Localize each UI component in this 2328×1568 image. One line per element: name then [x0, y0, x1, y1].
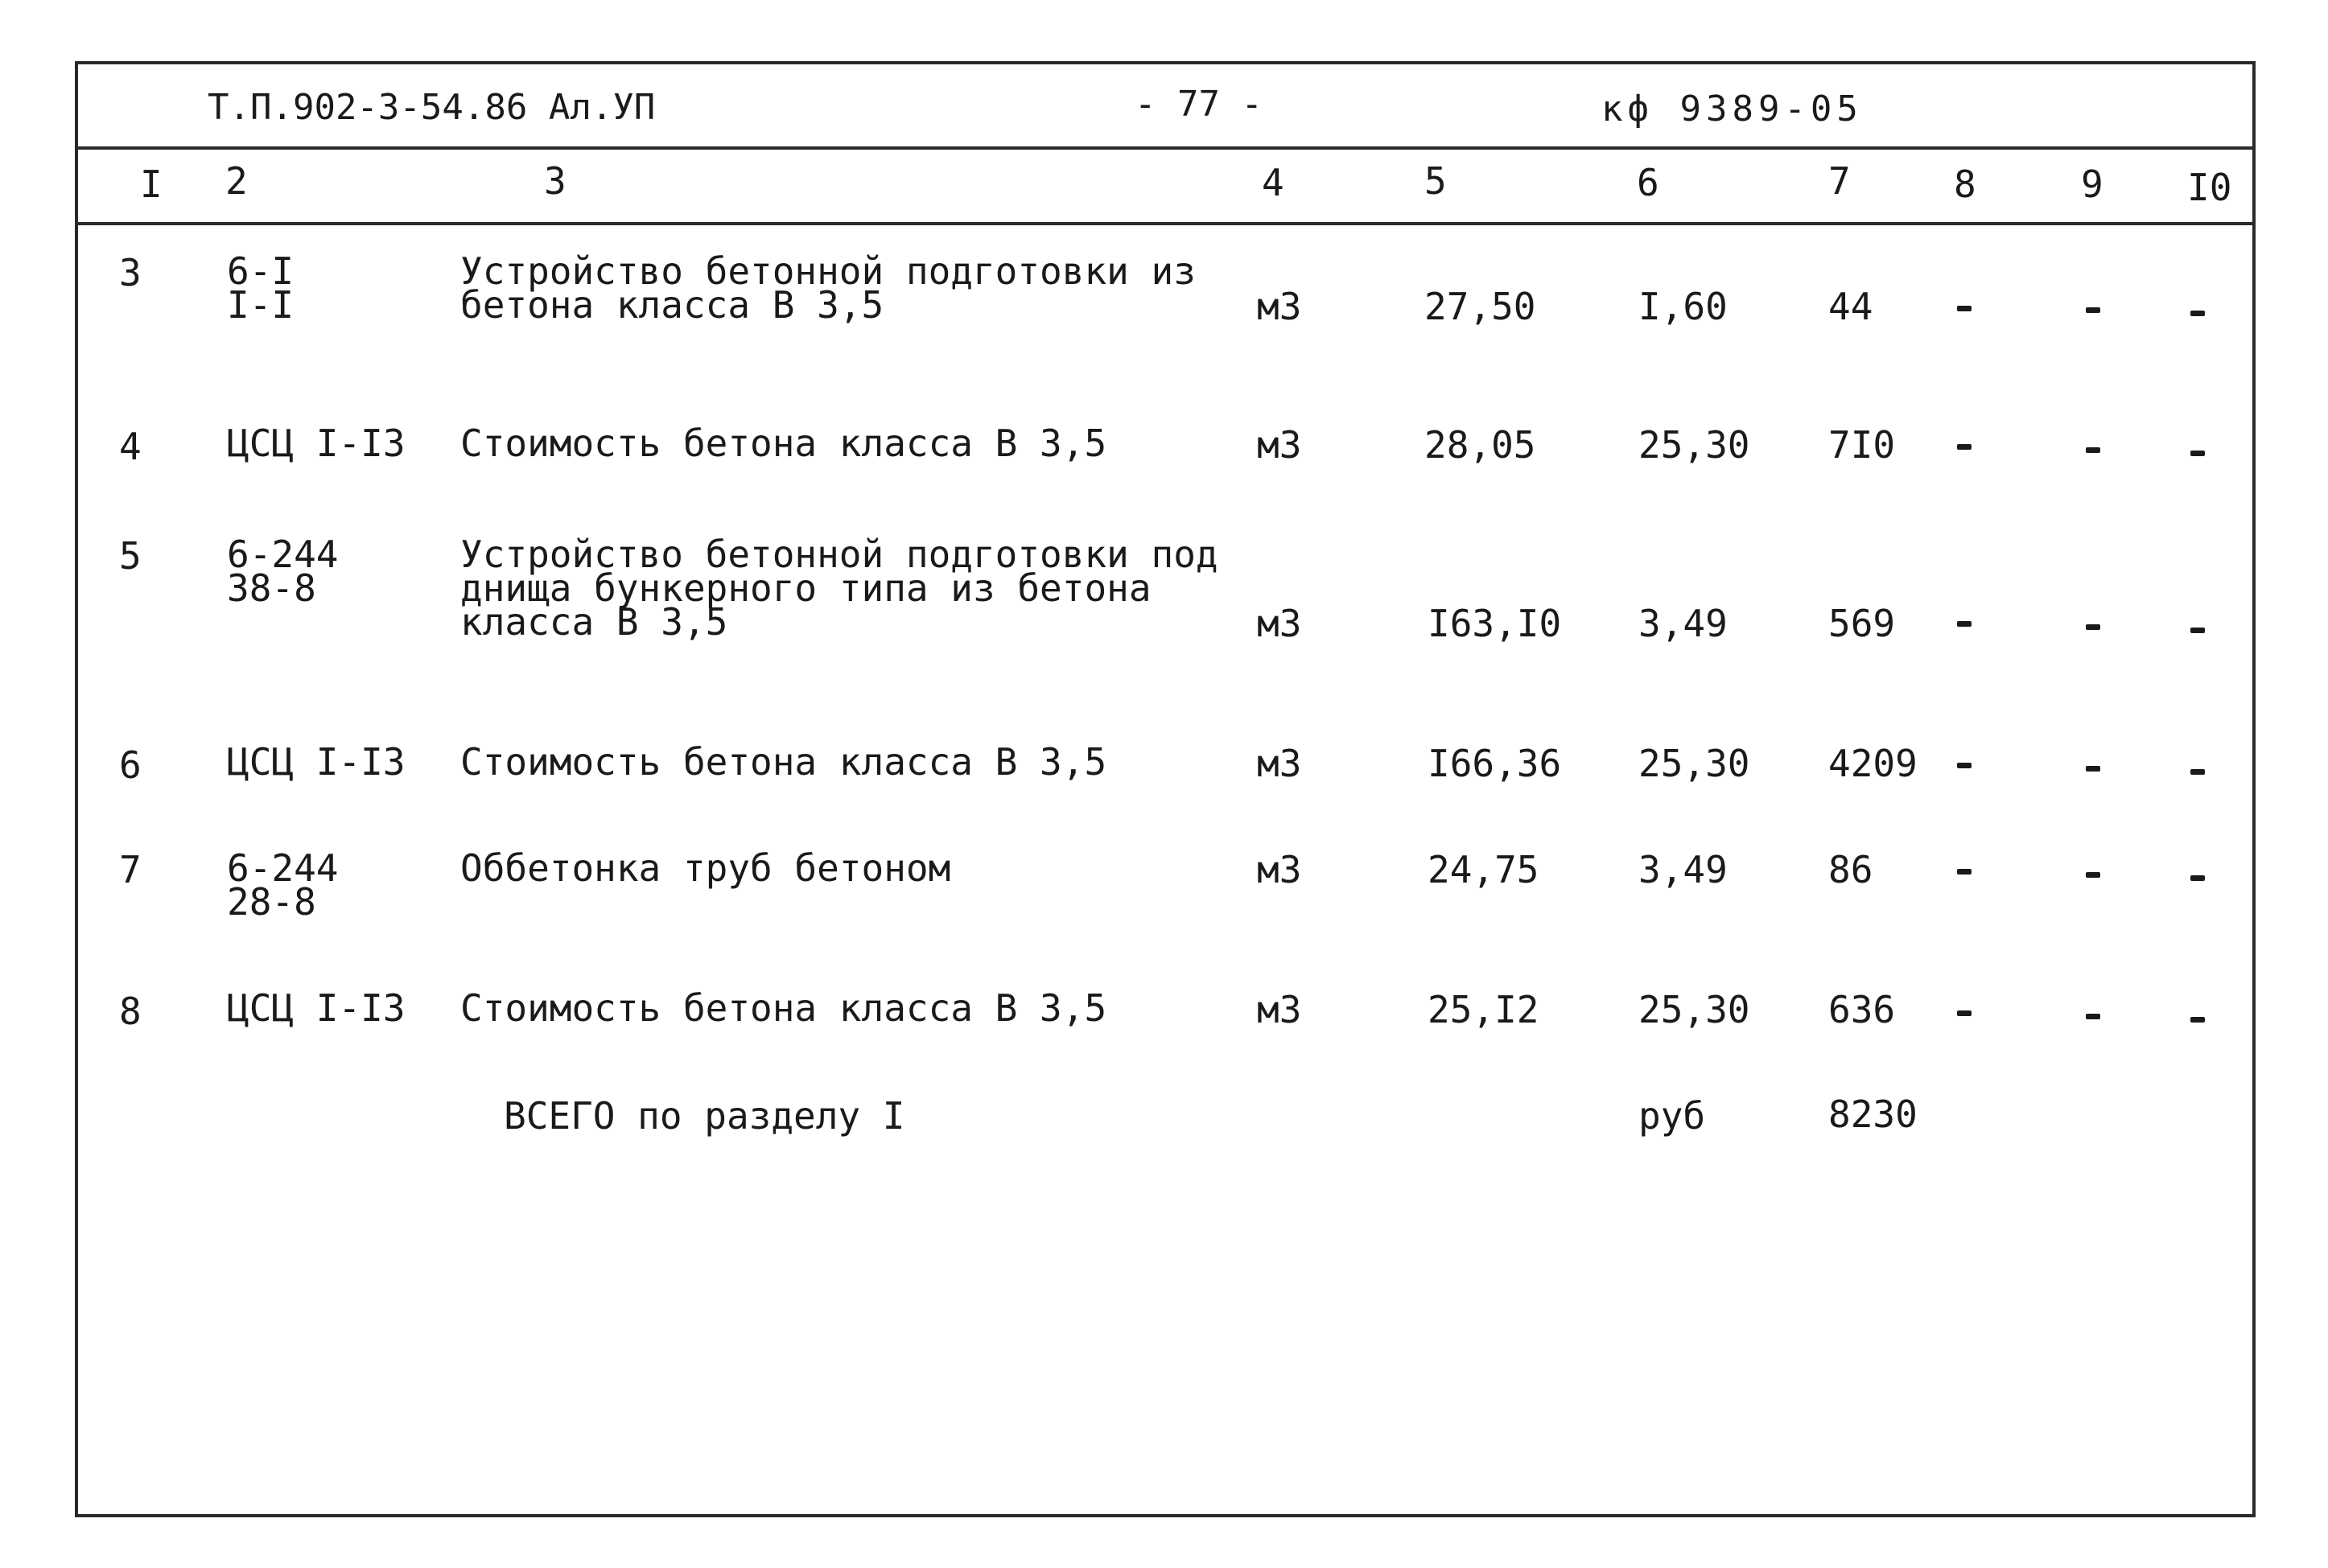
row-description: Устройство бетонной подготовки под днища бункерного типа из бетона класса В 3,5 [460, 533, 1218, 644]
row-total: 4209 [1828, 742, 1918, 785]
row-unit: м3 [1257, 285, 1302, 328]
row-unit: м3 [1257, 423, 1302, 467]
row-unit-price: 25,30 [1638, 742, 1750, 785]
row-unit: м3 [1257, 988, 1302, 1031]
row-description: Оббетонка труб бетоном [460, 846, 951, 890]
row-unit-price: 25,30 [1638, 423, 1750, 467]
row-code: 6-244 38-8 [227, 533, 339, 610]
row-quantity: I63,I0 [1428, 602, 1562, 645]
row-col8-dash [1957, 1010, 1972, 1016]
row-code: ЦСЦ I-I3 [227, 740, 406, 784]
row-code: ЦСЦ I-I3 [227, 986, 406, 1030]
row-total: 636 [1828, 988, 1896, 1031]
row-total: 7I0 [1828, 423, 1896, 467]
document-code: кф 9389-05 [1601, 88, 1863, 130]
row-code: 6-244 28-8 [227, 846, 339, 924]
row-col10-dash [2190, 1017, 2205, 1023]
row-unit: м3 [1257, 602, 1302, 645]
column-header-8: 8 [1954, 163, 1976, 206]
column-header-2: 2 [225, 159, 248, 203]
row-description: Стоимость бетона класса В 3,5 [460, 422, 1107, 465]
row-unit-price: 25,30 [1638, 988, 1750, 1031]
column-header-divider [78, 222, 2252, 225]
row-code: ЦСЦ I-I3 [227, 422, 406, 465]
header-divider [78, 146, 2252, 150]
row-col9-dash [2086, 307, 2100, 313]
row-quantity: 25,I2 [1428, 988, 1539, 1031]
row-total: 569 [1828, 602, 1896, 645]
row-col9-dash [2086, 766, 2100, 772]
summary-unit: руб [1638, 1094, 1706, 1138]
row-description: Стоимость бетона класса В 3,5 [460, 740, 1107, 784]
row-unit-price: 3,49 [1638, 602, 1728, 645]
row-col8-dash [1957, 621, 1972, 627]
row-unit: м3 [1257, 742, 1302, 785]
row-number: 4 [119, 425, 142, 468]
row-unit-price: I,60 [1638, 285, 1728, 328]
column-header-5: 5 [1424, 159, 1447, 203]
row-quantity: 28,05 [1424, 423, 1536, 467]
row-description: Стоимость бетона класса В 3,5 [460, 986, 1107, 1030]
column-header-10: I0 [2187, 166, 2232, 209]
doc-reference: Т.П.902-3-54.86 Ал.УП [208, 87, 656, 128]
row-number: 6 [119, 743, 142, 787]
column-header-9: 9 [2081, 163, 2103, 206]
row-code: 6-I I-I [227, 249, 295, 327]
row-col9-dash [2086, 1014, 2100, 1019]
column-header-7: 7 [1828, 159, 1851, 203]
row-col8-dash [1957, 763, 1972, 768]
row-total: 86 [1828, 848, 1873, 891]
row-col8-dash [1957, 306, 1972, 311]
row-unit-price: 3,49 [1638, 848, 1728, 891]
row-col8-dash [1957, 444, 1972, 450]
row-number: 3 [119, 251, 142, 294]
column-header-1: I [140, 163, 163, 206]
row-quantity: 24,75 [1428, 848, 1539, 891]
page-number: - 77 - [1135, 84, 1263, 125]
row-number: 7 [119, 848, 142, 891]
row-description: Устройство бетонной подготовки из бетона класса В 3,5 [460, 249, 1196, 327]
column-header-6: 6 [1637, 161, 1659, 204]
row-quantity: I66,36 [1428, 742, 1562, 785]
row-col9-dash [2086, 872, 2100, 878]
row-col10-dash [2190, 628, 2205, 633]
row-col9-dash [2086, 447, 2100, 453]
row-col8-dash [1957, 869, 1972, 875]
row-col10-dash [2190, 451, 2205, 456]
summary-total: 8230 [1828, 1093, 1918, 1136]
row-col10-dash [2190, 311, 2205, 316]
column-header-3: 3 [544, 159, 567, 203]
column-header-4: 4 [1262, 161, 1284, 204]
row-col10-dash [2190, 875, 2205, 881]
row-col9-dash [2086, 624, 2100, 630]
row-col10-dash [2190, 769, 2205, 775]
row-unit: м3 [1257, 848, 1302, 891]
summary-label: ВСЕГО по разделу I [504, 1094, 905, 1138]
row-number: 8 [119, 990, 142, 1033]
row-number: 5 [119, 534, 142, 578]
row-total: 44 [1828, 285, 1873, 328]
row-quantity: 27,50 [1424, 285, 1536, 328]
